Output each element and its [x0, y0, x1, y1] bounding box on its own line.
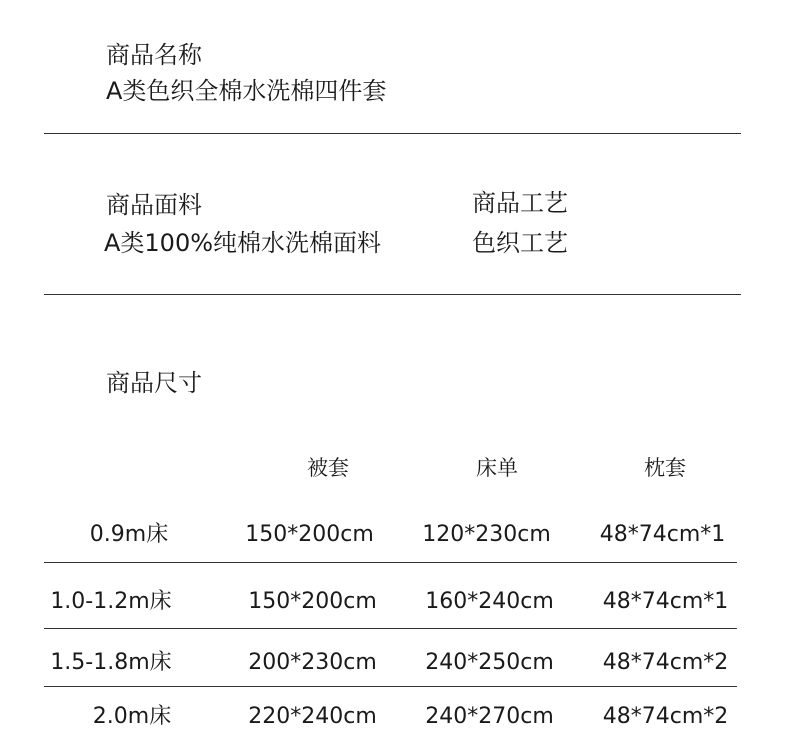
craft-value: 色织工艺	[472, 229, 568, 257]
table-row-label: 2.0m床	[92, 704, 172, 729]
size-label: 商品尺寸	[106, 369, 202, 397]
table-cell: 240*250cm	[425, 650, 554, 675]
divider	[44, 133, 741, 134]
table-cell: 220*240cm	[248, 704, 377, 729]
column-header-duvet: 被套	[307, 456, 349, 480]
table-cell: 240*270cm	[425, 704, 554, 729]
table-cell: 48*74cm*1	[599, 522, 726, 547]
row-divider	[44, 628, 737, 629]
table-cell: 200*230cm	[248, 650, 377, 675]
table-row-label: 1.0-1.2m床	[50, 589, 172, 614]
product-name-value: A类色织全棉水洗棉四件套	[106, 77, 387, 105]
product-name-label: 商品名称	[106, 41, 202, 69]
table-cell: 150*200cm	[245, 522, 374, 547]
table-cell: 48*74cm*2	[602, 650, 729, 675]
divider	[44, 294, 741, 295]
column-header-sheet: 床单	[476, 456, 518, 480]
table-cell: 48*74cm*1	[602, 589, 729, 614]
row-divider	[44, 686, 737, 687]
fabric-value: A类100%纯棉水洗棉面料	[104, 229, 382, 257]
table-row-label: 0.9m床	[89, 522, 169, 547]
table-cell: 48*74cm*2	[602, 704, 729, 729]
table-cell: 160*240cm	[425, 589, 554, 614]
table-cell: 120*230cm	[422, 522, 551, 547]
table-row-label: 1.5-1.8m床	[50, 650, 172, 675]
row-divider	[44, 562, 737, 563]
column-header-pillowcase: 枕套	[644, 456, 686, 480]
craft-label: 商品工艺	[472, 189, 568, 217]
fabric-label: 商品面料	[106, 191, 202, 219]
table-cell: 150*200cm	[248, 589, 377, 614]
